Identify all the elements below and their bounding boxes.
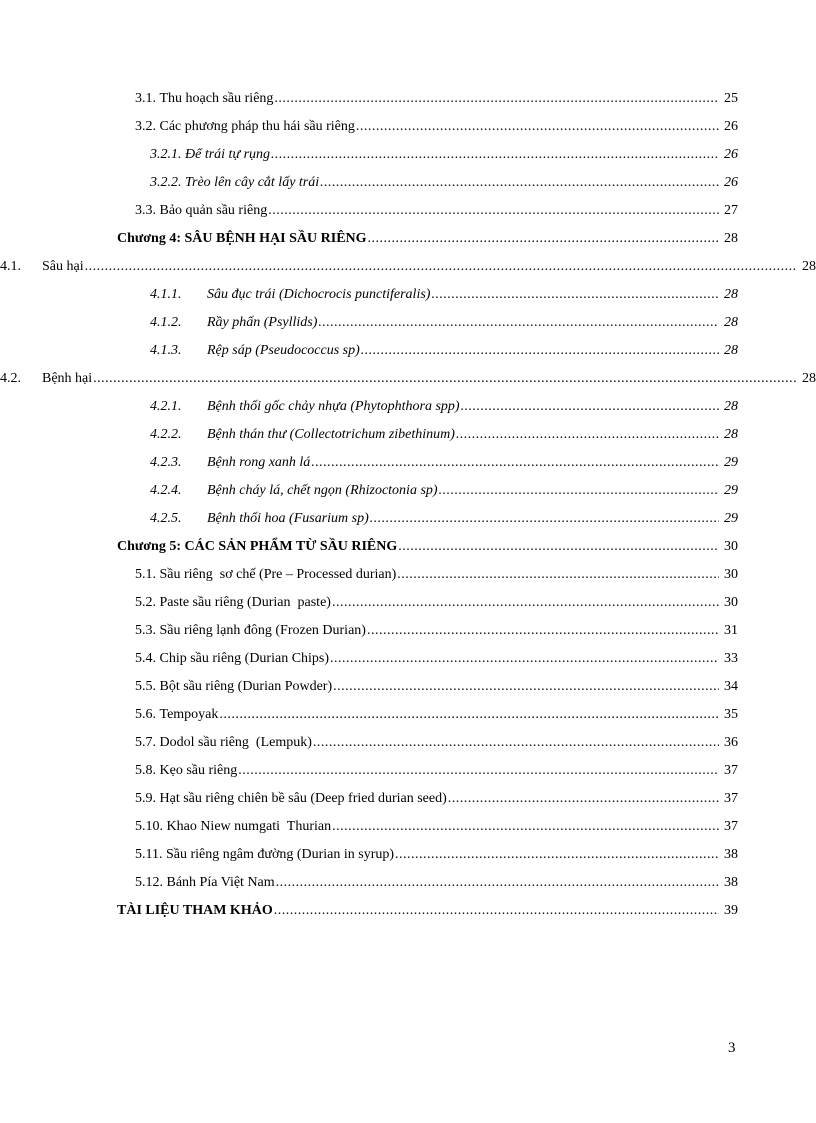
toc-leader-dots bbox=[398, 539, 719, 555]
toc-entry-number: 3.1. bbox=[135, 91, 160, 106]
toc-entry-page: 30 bbox=[724, 567, 738, 582]
toc-entry-title: Để trái tự rụng bbox=[185, 147, 271, 162]
toc-entry-title: Dodol sầu riêng (Lempuk) bbox=[159, 735, 312, 750]
toc-entry-page: 28 bbox=[802, 371, 816, 386]
toc-leader-dots bbox=[330, 651, 719, 667]
toc-entry-title: Rầy phấn (Psyllids) bbox=[207, 315, 318, 330]
toc-entry-page: 29 bbox=[724, 483, 738, 498]
toc-leader-dots bbox=[85, 259, 797, 275]
toc-leader-dots bbox=[311, 455, 719, 471]
toc-entry-page: 25 bbox=[724, 91, 738, 106]
toc-entry[interactable] bbox=[0, 819, 816, 847]
toc-leader-dots bbox=[238, 763, 719, 779]
toc-entry-title: Hạt sầu riêng chiên bề sâu (Deep fried durian seed) bbox=[159, 791, 447, 806]
toc-entry-page: 35 bbox=[724, 707, 738, 722]
toc-entry-number: 4.2.3. bbox=[150, 455, 182, 470]
toc-entry-page: 34 bbox=[724, 679, 738, 694]
toc-entry[interactable] bbox=[0, 455, 816, 483]
toc-entry-title: Kẹo sầu riêng bbox=[159, 763, 238, 778]
toc-leader-dots bbox=[318, 315, 719, 331]
toc-entry-page: 38 bbox=[724, 875, 738, 890]
toc-entry[interactable] bbox=[0, 735, 816, 763]
toc-leader-dots bbox=[356, 119, 719, 135]
toc-entry-title: Sầu riêng ngâm đường (Durian in syrup) bbox=[165, 847, 395, 862]
page-number: 3 bbox=[728, 1040, 736, 1056]
toc-entry-title: Bột sầu riêng (Durian Powder) bbox=[159, 679, 333, 694]
toc-entry-title: TÀI LIỆU THAM KHẢO bbox=[117, 903, 273, 918]
toc-entry-page: 33 bbox=[724, 651, 738, 666]
toc-entry[interactable] bbox=[0, 91, 816, 119]
toc-entry-title: Sâu đục trái (Dichocrocis punctiferalis) bbox=[207, 287, 431, 302]
toc-entry-page: 28 bbox=[724, 427, 738, 442]
toc-entry-number: 5.2. bbox=[135, 595, 160, 610]
toc-entry-number: 4.2.5. bbox=[150, 511, 182, 526]
toc-entry-page: 28 bbox=[724, 315, 738, 330]
toc-entry-page: 26 bbox=[724, 119, 738, 134]
toc-leader-dots bbox=[456, 427, 719, 443]
toc-entry-number: 5.1. bbox=[135, 567, 160, 582]
toc-entry[interactable] bbox=[0, 791, 816, 819]
toc-entry-page: 31 bbox=[724, 623, 738, 638]
toc-entry[interactable] bbox=[0, 259, 816, 287]
toc-entry-page: 30 bbox=[724, 595, 738, 610]
toc-entry-title: Bệnh rong xanh lá bbox=[207, 455, 311, 470]
toc-leader-dots bbox=[320, 175, 719, 191]
toc-entry-number: Chương 4: bbox=[117, 231, 185, 246]
toc-entry[interactable] bbox=[0, 875, 816, 903]
toc-entry-number: 3.2. bbox=[135, 119, 160, 134]
toc-entry-title: Bệnh thán thư (Collectotrichum zibethinum) bbox=[207, 427, 455, 442]
toc-entry-number: 4.1.3. bbox=[150, 343, 182, 358]
toc-entry-number: 5.9. bbox=[135, 791, 160, 806]
toc-entry[interactable] bbox=[0, 231, 816, 259]
toc-entry-title: Bệnh cháy lá, chết ngọn (Rhizoctonia sp) bbox=[207, 483, 438, 498]
toc-entry-number: 5.8. bbox=[135, 763, 160, 778]
toc-entry-title: Rệp sáp (Pseudococcus sp) bbox=[207, 343, 360, 358]
toc-entry-number: 4.2.2. bbox=[150, 427, 182, 442]
toc-entry-page: 39 bbox=[724, 903, 738, 918]
toc-leader-dots bbox=[274, 91, 719, 107]
toc-leader-dots bbox=[461, 399, 719, 415]
toc-entry-number: 4.1. bbox=[0, 259, 21, 274]
toc-entry-number: Chương 5: bbox=[117, 539, 185, 554]
toc-entry-number: 4.2.4. bbox=[150, 483, 182, 498]
toc-entry-page: 28 bbox=[724, 399, 738, 414]
toc-leader-dots bbox=[93, 371, 797, 387]
toc-entry-number: 4.2. bbox=[0, 371, 21, 386]
toc-entry-page: 29 bbox=[724, 511, 738, 526]
toc-entry-title: Sâu hại bbox=[42, 259, 84, 274]
toc-entry-number: 5.11. bbox=[135, 847, 166, 862]
toc-entry-number: 3.2.2. bbox=[150, 175, 185, 190]
toc-leader-dots bbox=[274, 903, 719, 919]
toc-entry[interactable] bbox=[0, 371, 816, 399]
toc-leader-dots bbox=[268, 203, 719, 219]
toc-entry-page: 37 bbox=[724, 819, 738, 834]
toc-leader-dots bbox=[367, 623, 719, 639]
toc-entry-title: Bệnh thối gốc chảy nhựa (Phytophthora spp) bbox=[207, 399, 460, 414]
toc-entry-number: 5.6. bbox=[135, 707, 160, 722]
toc-entry-number: 5.3. bbox=[135, 623, 160, 638]
toc-entry-page: 28 bbox=[724, 287, 738, 302]
toc-entry-title: Chip sầu riêng (Durian Chips) bbox=[159, 651, 330, 666]
toc-entry-title: Sầu riêng lạnh đông (Frozen Durian) bbox=[159, 623, 366, 638]
toc-entry[interactable] bbox=[0, 539, 816, 567]
toc-entry-page: 26 bbox=[724, 147, 738, 162]
toc-entry-number: 5.7. bbox=[135, 735, 160, 750]
toc-entry[interactable] bbox=[0, 287, 816, 315]
toc-leader-dots bbox=[361, 343, 719, 359]
toc-entry[interactable] bbox=[0, 203, 816, 231]
toc-entry[interactable] bbox=[0, 707, 816, 735]
toc-entry-page: 38 bbox=[724, 847, 738, 862]
toc-entry[interactable] bbox=[0, 763, 816, 791]
toc-entry[interactable] bbox=[0, 175, 816, 203]
toc-entry[interactable] bbox=[0, 651, 816, 679]
toc-entry-title: Trèo lên cây cắt lấy trái bbox=[185, 175, 320, 190]
toc-entry-page: 29 bbox=[724, 455, 738, 470]
toc-entry-title: Bảo quản sầu riêng bbox=[159, 203, 268, 218]
toc-leader-dots bbox=[370, 511, 719, 527]
toc-leader-dots bbox=[439, 483, 719, 499]
toc-entry-number: 5.12. bbox=[135, 875, 167, 890]
toc-entry[interactable] bbox=[0, 119, 816, 147]
toc-leader-dots bbox=[271, 147, 719, 163]
toc-leader-dots bbox=[332, 819, 719, 835]
toc-entry-page: 28 bbox=[724, 343, 738, 358]
toc-leader-dots bbox=[368, 231, 719, 247]
toc-leader-dots bbox=[397, 567, 719, 583]
toc-entry-number: 3.2.1. bbox=[150, 147, 185, 162]
toc-leader-dots bbox=[332, 595, 719, 611]
toc-leader-dots bbox=[333, 679, 719, 695]
toc-entry[interactable] bbox=[0, 847, 816, 875]
toc-entry-page: 26 bbox=[724, 175, 738, 190]
toc-entry-title: Khao Niew numgati Thurian bbox=[166, 819, 332, 834]
toc-entry-title: Sầu riêng sơ chế (Pre – Processed durian) bbox=[159, 567, 397, 582]
toc-entry-title: Tempoyak bbox=[159, 707, 219, 722]
toc-entry[interactable] bbox=[0, 567, 816, 595]
toc-entry-page: 36 bbox=[724, 735, 738, 750]
toc-entry-page: 28 bbox=[724, 231, 738, 246]
toc-leader-dots bbox=[395, 847, 719, 863]
toc-entry[interactable] bbox=[0, 147, 816, 175]
toc-entry[interactable] bbox=[0, 343, 816, 371]
toc-entry[interactable] bbox=[0, 427, 816, 455]
toc-entry-number: 5.10. bbox=[135, 819, 167, 834]
toc-entry[interactable] bbox=[0, 315, 816, 343]
toc-entry-number: 4.1.1. bbox=[150, 287, 182, 302]
toc-entry-number: 5.5. bbox=[135, 679, 160, 694]
toc-entry-title: Bánh Pía Việt Nam bbox=[166, 875, 275, 890]
toc-entry[interactable] bbox=[0, 623, 816, 651]
toc-entry-number: 4.2.1. bbox=[150, 399, 182, 414]
toc-entry-number: 4.1.2. bbox=[150, 315, 182, 330]
toc-leader-dots bbox=[276, 875, 719, 891]
toc-entry[interactable] bbox=[0, 595, 816, 623]
toc-leader-dots bbox=[448, 791, 719, 807]
toc-entry-title: Thu hoạch sầu riêng bbox=[159, 91, 274, 106]
toc-entry-number: 5.4. bbox=[135, 651, 160, 666]
toc-entry-title: Bệnh thối hoa (Fusarium sp) bbox=[207, 511, 369, 526]
toc-entry[interactable] bbox=[0, 903, 816, 931]
toc-entry-page: 27 bbox=[724, 203, 738, 218]
toc-entry-title: SÂU BỆNH HẠI SẦU RIÊNG bbox=[184, 231, 367, 246]
toc-entry-page: 28 bbox=[802, 259, 816, 274]
toc-leader-dots bbox=[219, 707, 719, 723]
toc-entry[interactable] bbox=[0, 511, 816, 539]
toc-entry-title: Bệnh hại bbox=[42, 371, 93, 386]
toc-entry-title: CÁC SẢN PHẨM TỪ SẦU RIÊNG bbox=[184, 539, 398, 554]
toc-entry-title: Paste sầu riêng (Durian paste) bbox=[159, 595, 331, 610]
toc-entry[interactable] bbox=[0, 483, 816, 511]
toc-entry[interactable] bbox=[0, 679, 816, 707]
toc-leader-dots bbox=[431, 287, 719, 303]
toc-entry-title: Các phương pháp thu hái sầu riêng bbox=[159, 119, 355, 134]
toc-entry-number: 3.3. bbox=[135, 203, 160, 218]
table-of-contents bbox=[0, 91, 816, 931]
toc-entry-page: 30 bbox=[724, 539, 738, 554]
toc-entry[interactable] bbox=[0, 399, 816, 427]
toc-leader-dots bbox=[313, 735, 719, 751]
toc-entry-page: 37 bbox=[724, 763, 738, 778]
toc-entry-page: 37 bbox=[724, 791, 738, 806]
